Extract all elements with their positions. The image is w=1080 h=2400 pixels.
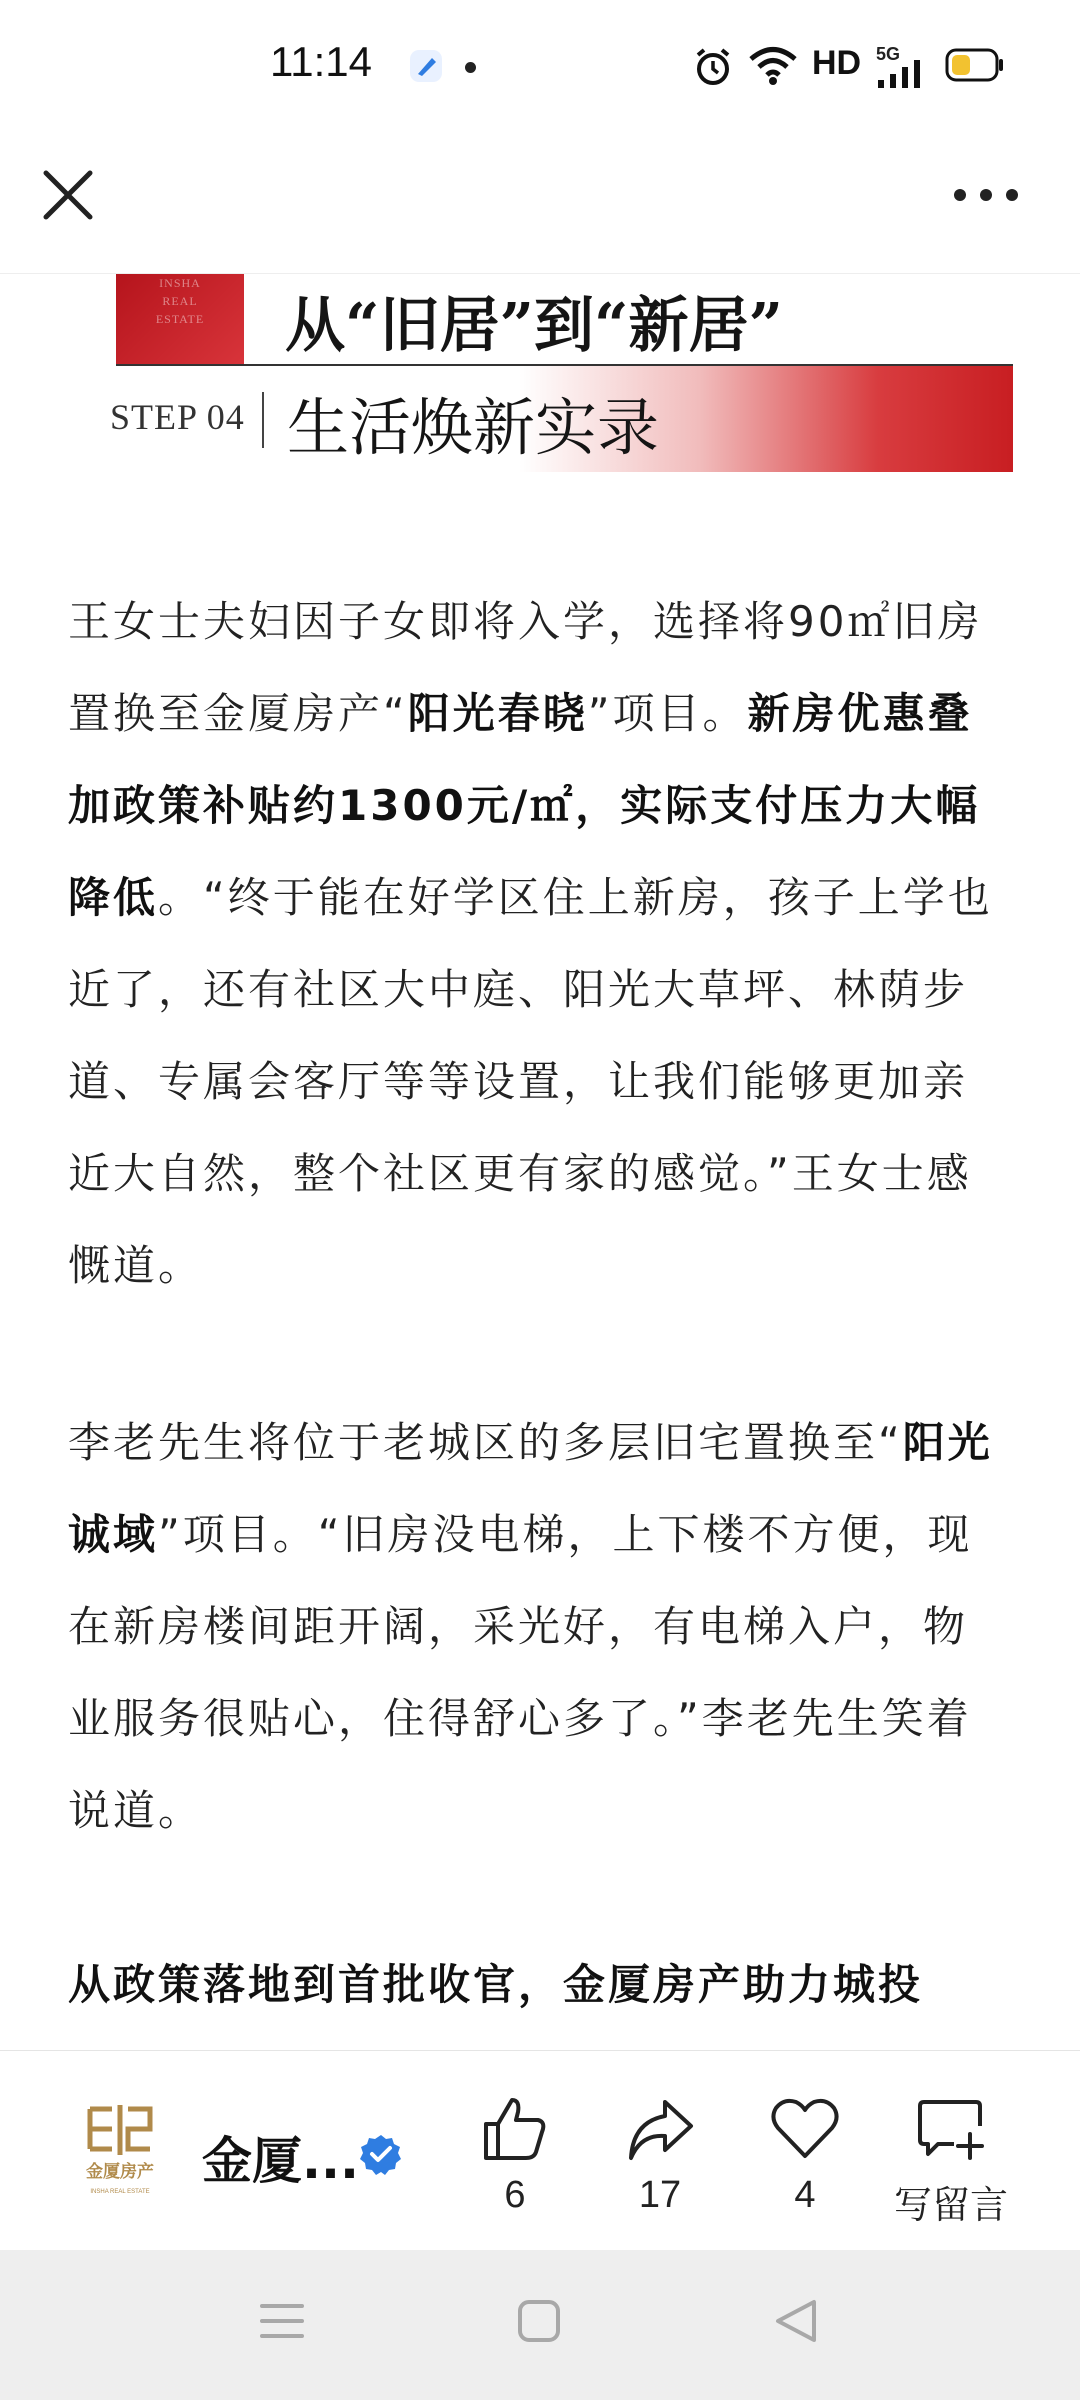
wifi-icon <box>748 46 798 86</box>
back-icon[interactable] <box>772 2298 820 2344</box>
comment-add-icon <box>916 2096 986 2162</box>
text-segment: ”项目。“旧房没电梯，上下楼不方便，现在新房楼间距开阔，采光好，有电梯入户，物业服务很贴心，住得舒心多了。”李老先生笑着说道。 <box>68 1510 973 1835</box>
thumbs-up-icon <box>480 2096 550 2162</box>
bold-text-segment: 阳光诚域 <box>68 1418 993 1559</box>
logo-subcaption: INSHA REAL ESTATE <box>90 2189 150 2195</box>
status-bar <box>0 0 1080 135</box>
text-segment: 。“终于能在好学区住上新房，孩子上学也近了，还有社区大中庭、阳光大草坪、林荫步道、专属会客厅等等设置，让我们能够更加亲近大自然，整个社区更有家的感觉。”王女士感慨道。 <box>68 873 993 1290</box>
article-paragraph-3 <box>68 1939 1012 2031</box>
home-icon[interactable] <box>516 2298 562 2344</box>
text-segment: 王女士夫妇因子女即将入学，选择将90㎡旧房置换至金厦房产“ <box>68 597 983 738</box>
network-hd-label: HD <box>812 44 862 82</box>
account-logo[interactable] <box>76 2101 164 2205</box>
article-body <box>0 274 1080 2050</box>
banner-title: 从“旧居”到“新居” <box>285 291 784 361</box>
thumb-text-2: REAL <box>162 294 198 308</box>
like-button[interactable] <box>455 2096 575 2217</box>
account-name[interactable]: 金厦... <box>202 2132 359 2190</box>
favorite-count: 4 <box>794 2174 816 2216</box>
banner-subtitle: 生活焕新实录 <box>287 391 660 464</box>
thumb-text-3: ESTATE <box>155 312 205 326</box>
favorite-button[interactable] <box>745 2096 865 2217</box>
like-count: 6 <box>504 2174 526 2216</box>
bold-text-segment: 阳光春晓 <box>407 689 588 738</box>
status-time: 11:14 <box>270 38 372 85</box>
app-notification-icon <box>408 48 444 84</box>
top-nav <box>0 135 1080 274</box>
network-5g-label: 5G <box>876 44 901 64</box>
verified-badge-icon <box>360 2133 402 2175</box>
menu-icon[interactable] <box>258 2298 306 2344</box>
article-paragraph-1 <box>68 576 1012 1312</box>
share-icon <box>625 2096 695 2162</box>
signal-icon <box>876 60 926 88</box>
alarm-icon <box>693 46 733 88</box>
write-comment-label: 写留言 <box>893 2183 1008 2227</box>
bottom-action-bar <box>0 2050 1080 2251</box>
bold-text-segment: 从政策落地到首批收官，金厦房产助力城投 <box>68 1960 924 2009</box>
share-count: 17 <box>638 2174 682 2216</box>
banner-divider <box>262 392 264 448</box>
heart-icon <box>770 2096 840 2162</box>
battery-icon <box>945 48 1005 82</box>
write-comment-button[interactable] <box>890 2096 1012 2229</box>
system-nav-bar <box>0 2250 1080 2400</box>
article-paragraph-2 <box>68 1397 1012 1857</box>
logo-caption: 金厦房产 <box>86 2162 154 2182</box>
notification-dot <box>465 62 476 73</box>
section-banner <box>0 274 1080 474</box>
close-icon[interactable] <box>38 165 98 225</box>
thumb-text-1: INSHA <box>159 276 201 290</box>
banner-thumbnail <box>116 274 244 364</box>
banner-step-label: STEP 04 <box>110 397 245 437</box>
text-segment: 李老先生将位于老城区的多层旧宅置换至“ <box>68 1418 903 1467</box>
share-button[interactable] <box>600 2096 720 2217</box>
more-options-icon[interactable] <box>948 165 1028 225</box>
text-segment: ”项目。 <box>587 689 748 738</box>
bold-text-segment: 新房优惠叠加政策补贴约1300元/㎡，实际支付压力大幅降低 <box>68 689 981 922</box>
